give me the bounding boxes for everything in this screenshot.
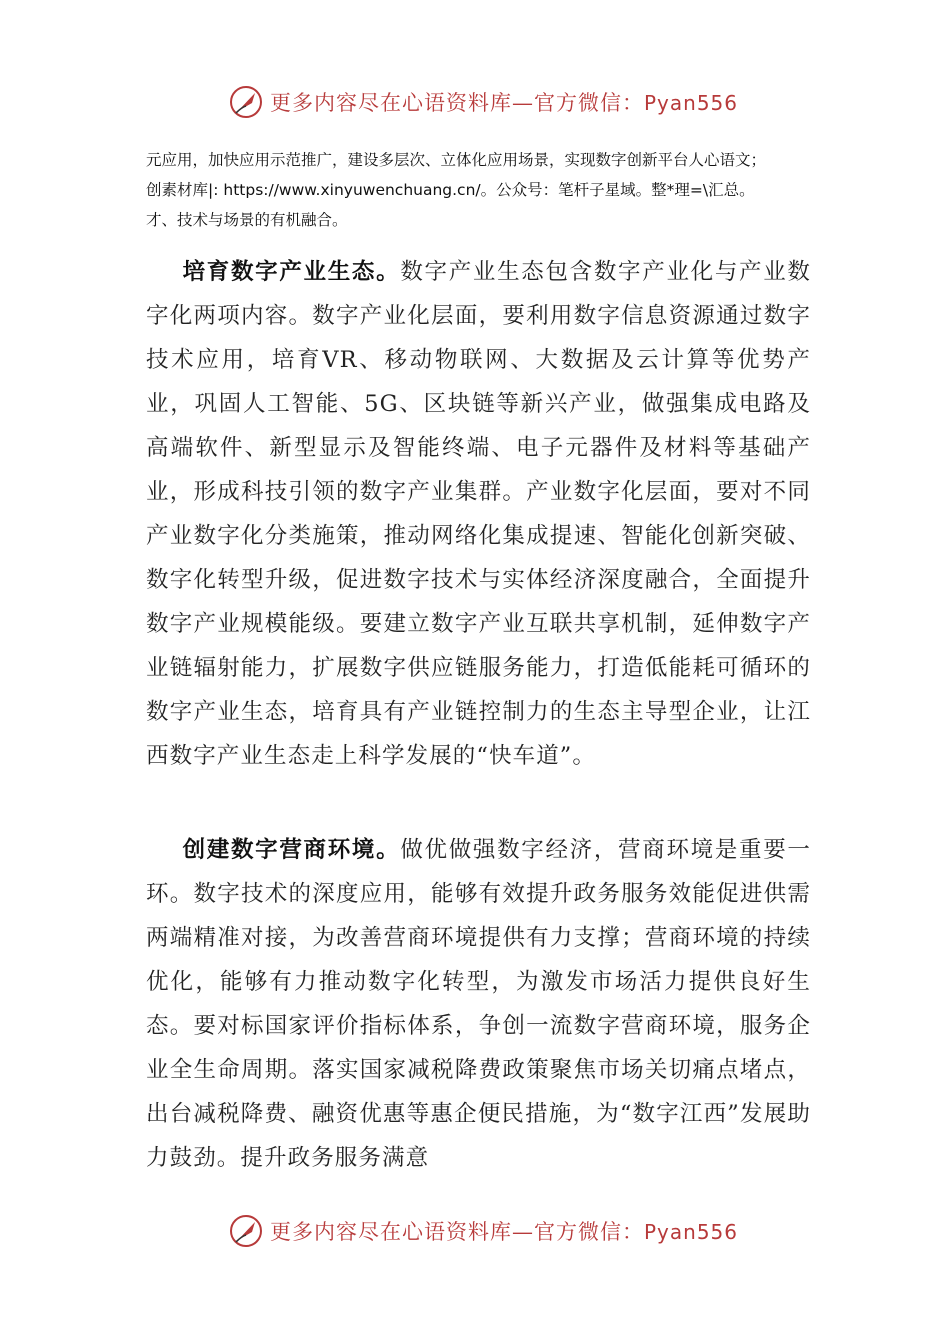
watermark-banner-top xyxy=(228,82,748,122)
watermark-banner-bottom xyxy=(228,1211,748,1251)
wechat-id: Pyan556 xyxy=(644,91,739,115)
intro-line: 创素材库|: https://www.xinyuwenchuang.cn/。公众号：笔杆子星域。整*理=\汇总。 xyxy=(146,181,755,199)
quill-logo-icon xyxy=(228,84,264,120)
section-body: 数字产业生态包含数字产业化与产业数字化两项内容。数字产业化层面，要利用数字信息资源通过数字技术应用，培育VR、移动物联网、大数据及云计算等优势产业，巩固人工智能、5G、区块链等新兴产业，做强集成电路及高端软件、新型显示及智能终端、电子元器件及材料等基础产业，形成科技引领的数字产业集群。产业数字化层面，要对不同产业数字化分类施策，推动网络化集成提速、智能化创新突破、数字化转型升级，促进数字技术与实体经济深度融合，全面提升数字产业规模能级。要建立数字产业互联共享机制，延伸数字产业链辐射能力，扩展数字供应链服务能力，打造低能耗可循环的数字产业生态，培育具有产业链控制力的生态主导型企业，让江西数字产业生态走上科学发展的“快车道”。 xyxy=(146,259,812,769)
section-body: 做优做强数字经济，营商环境是重要一环。数字技术的深度应用，能够有效提升政务服务效能促进供需两端精准对接，为改善营商环境提供有力支撑；营商环境的持续优化，能够有力推动数字化转型，为激发市场活力提供良好生态。要对标国家评价指标体系，争创一流数字营商环境，服务企业全生命周期。落实国家减税降费政策聚焦市场关切痛点堵点，出台减税降费、融资优惠等惠企便民措施，为“数字江西”发展助力鼓劲。提升政务服务满意 xyxy=(146,837,812,1171)
intro-line: 才、技术与场景的有机融合。 xyxy=(146,211,348,229)
wechat-id: Pyan556 xyxy=(644,1220,739,1244)
section-paragraph xyxy=(146,250,811,778)
banner-text: 更多内容尽在心语资料库—官方微信：Pyan556 xyxy=(270,91,739,115)
intro-line: 元应用，加快应用示范推广，建设多层次、立体化应用场景，实现数字创新平台人心语文； xyxy=(146,151,767,169)
section-heading: 创建数字营商环境。 xyxy=(182,837,401,863)
banner-text: 更多内容尽在心语资料库—官方微信：Pyan556 xyxy=(270,1220,739,1244)
section-heading: 培育数字产业生态。 xyxy=(182,259,401,285)
quill-logo-icon xyxy=(228,1213,264,1249)
section-paragraph xyxy=(146,828,811,1180)
intro-block xyxy=(146,145,836,235)
